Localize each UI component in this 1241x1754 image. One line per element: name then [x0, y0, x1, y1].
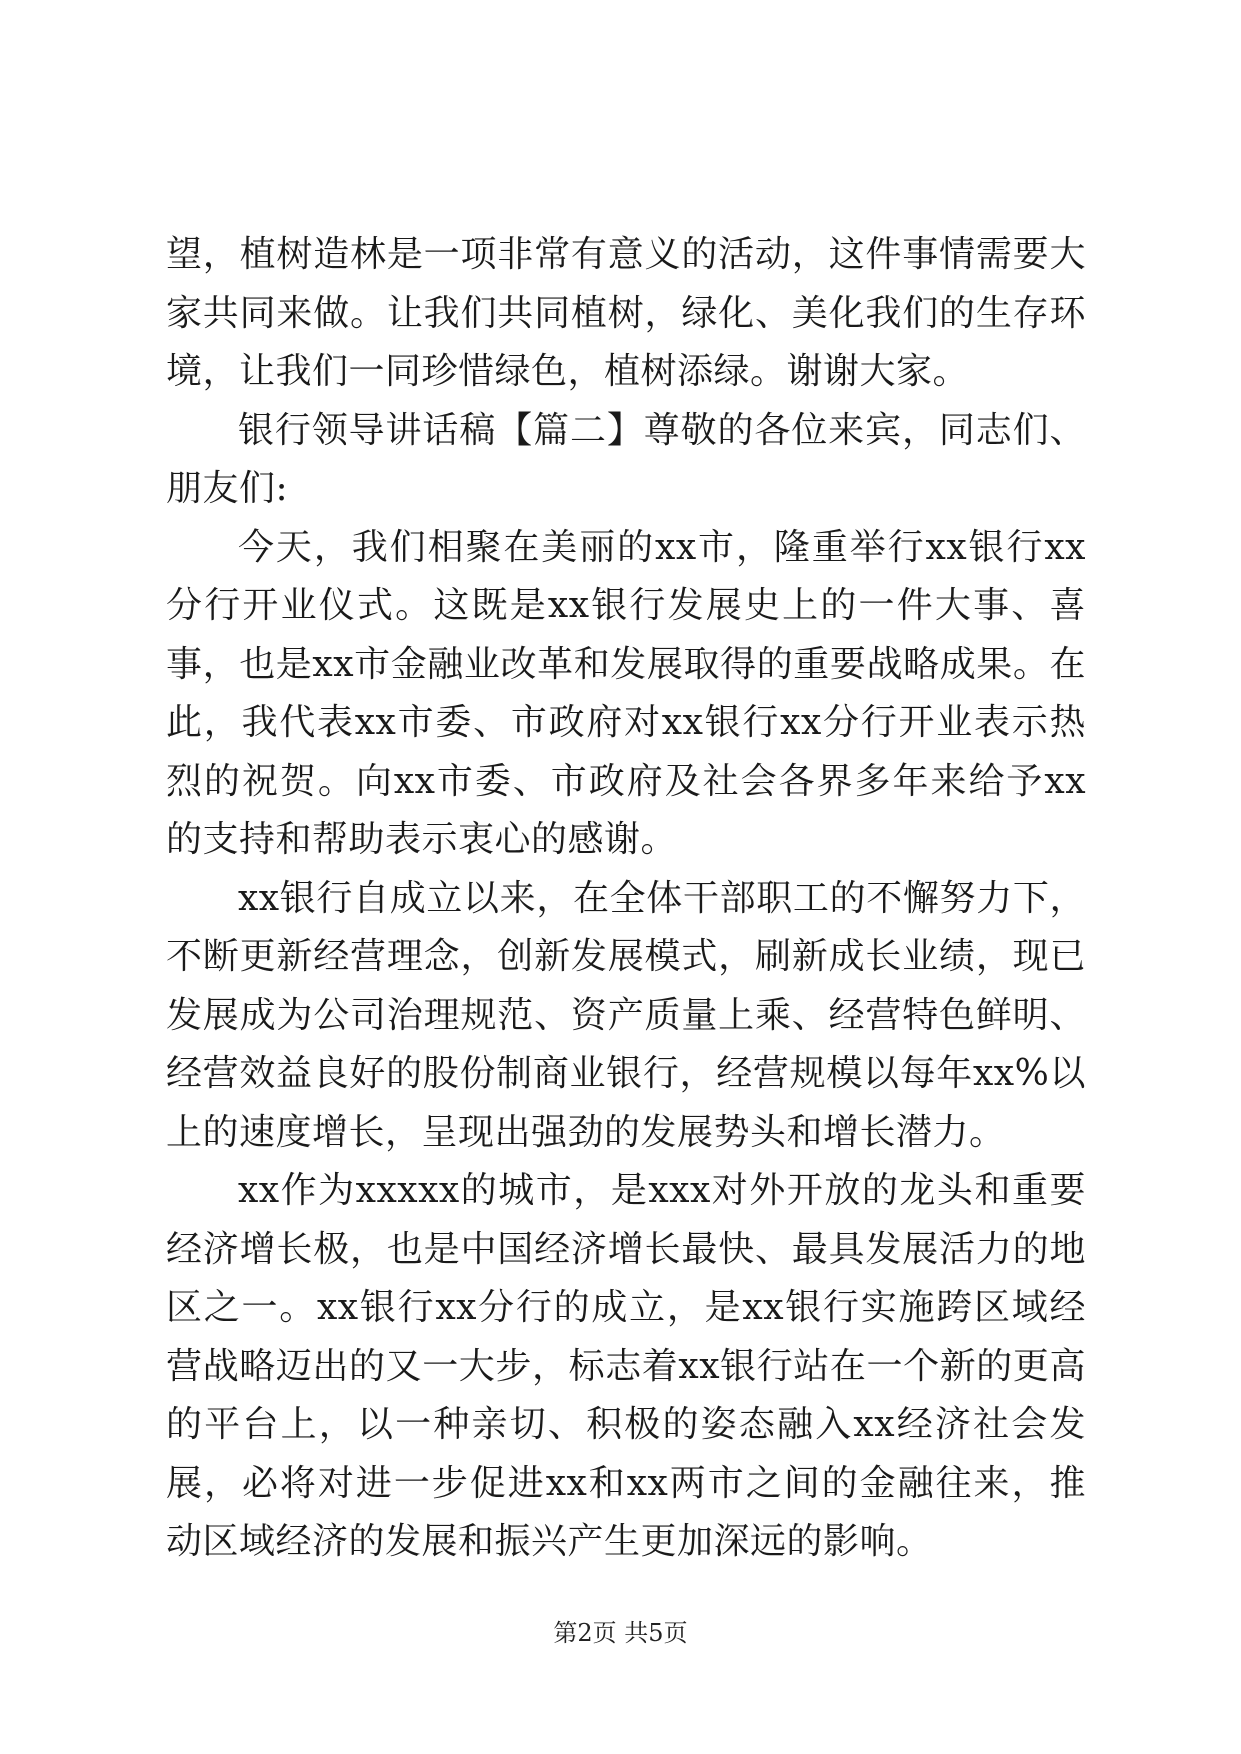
paragraph-opening: 今天，我们相聚在美丽的xx市，隆重举行xx银行xx分行开业仪式。这既是xx银行发展史上的一件大事、喜事，也是xx市金融业改革和发展取得的重要战略成果。在此，我代表xx市委、市政府对xx银行xx分行开业表示热烈的祝贺。向xx市委、市政府及社会各界多年来给予xx的支持和帮助表示衷心的感谢。: [166, 526, 1086, 860]
paragraph-heading-section-two: 银行领导讲话稿【篇二】尊敬的各位来宾，同志们、朋友们:: [166, 409, 1086, 509]
paragraph-bank-history: xx银行自成立以来，在全体干部职工的不懈努力下，不断更新经营理念，创新发展模式，刷新成长业绩，现已发展成为公司治理规范、资产质量上乘、经营特色鲜明、经营效益良好的股份制商业银行，经营规模以每年xx%以上的速度增长，呈现出强劲的发展势头和增长潜力。: [166, 877, 1086, 1153]
paragraph-continuation: 望，植树造林是一项非常有意义的活动，这件事情需要大家共同来做。让我们共同植树，绿化、美化我们的生存环境，让我们一同珍惜绿色，植树添绿。谢谢大家。: [166, 234, 1086, 392]
page-number-footer: 第2页 共5页: [553, 1619, 688, 1647]
document-body: [166, 226, 1086, 1572]
paragraph-branch-significance: xx作为xxxxx的城市，是xxx对外开放的龙头和重要经济增长极，也是中国经济增长最快、最具发展活力的地区之一。xx银行xx分行的成立，是xx银行实施跨区域经营战略迈出的又一大步，标志着xx银行站在一个新的更高的平台上，以一种亲切、积极的姿态融入xx经济社会发展，必将对进一步促进xx和xx两市之间的金融往来，推动区域经济的发展和振兴产生更加深远的影响。: [166, 1170, 1086, 1562]
